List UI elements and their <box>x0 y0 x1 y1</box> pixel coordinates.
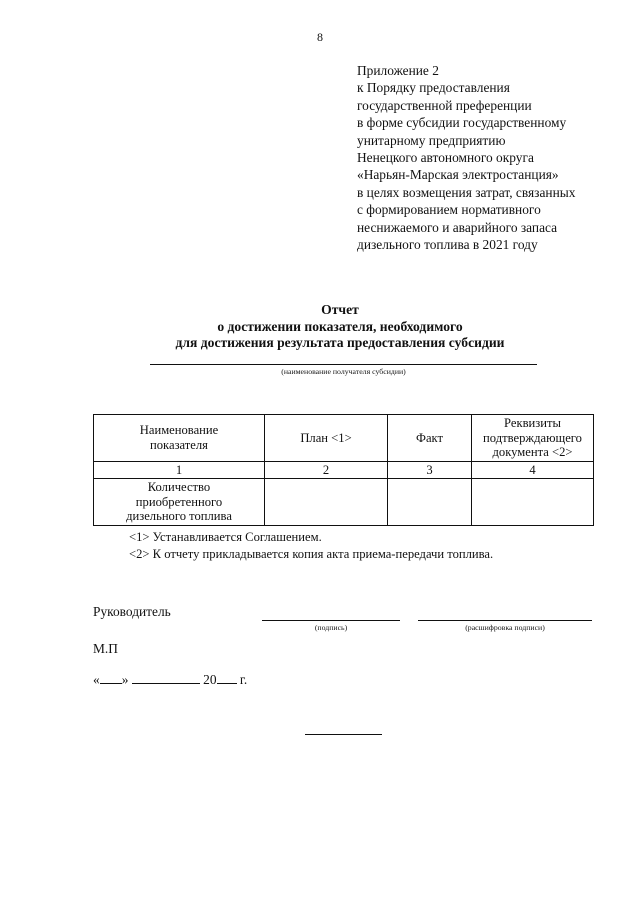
appendix-line: неснижаемого и аварийного запаса <box>357 219 558 235</box>
report-title-line: для достижения результата предоставления субсидии <box>175 335 505 350</box>
column-number: 2 <box>265 462 388 479</box>
footnote: <1> Устанавливается Соглашением. <box>129 530 322 544</box>
signature-line <box>262 620 400 621</box>
footnotes <box>129 529 493 563</box>
date-line <box>93 671 247 688</box>
appendix-line: с формированием нормативного <box>357 202 541 218</box>
footnote: <2> К отчету прикладывается копия акта приема-передачи топлива. <box>129 547 494 561</box>
date-close-quote: » <box>121 672 129 687</box>
report-title <box>0 302 640 352</box>
date-open-quote: « <box>93 672 100 687</box>
year-prefix: 20 <box>203 672 217 687</box>
header-indicator-name: Наименование показателя <box>94 415 265 462</box>
indicator-name-cell: Количество приобретенного дизельного топлива <box>94 479 265 526</box>
decoding-caption: (расшифровка подписи) <box>465 623 545 632</box>
column-number: 3 <box>388 462 472 479</box>
appendix-heading <box>357 62 632 253</box>
header-document-details: Реквизиты подтверждающего документа <2> <box>472 415 594 462</box>
column-number: 4 <box>472 462 594 479</box>
recipient-line <box>150 364 537 365</box>
head-label: Руководитель <box>93 604 171 619</box>
month-blank <box>132 671 200 684</box>
table-header-row <box>94 415 594 462</box>
decoding-line <box>418 620 592 621</box>
appendix-line: дизельного топлива в 2021 году <box>357 237 538 253</box>
page-number: 8 <box>317 30 323 44</box>
appendix-line: в целях возмещения затрат, связанных <box>357 184 576 200</box>
document-details-cell <box>472 479 594 526</box>
report-title-line: Отчет <box>321 302 359 317</box>
end-line <box>305 734 382 735</box>
appendix-line: Ненецкого автономного округа <box>357 150 534 166</box>
plan-cell <box>265 479 388 526</box>
seal-label: М.П <box>93 641 118 656</box>
appendix-line: к Порядку предоставления <box>357 80 510 96</box>
header-plan: План <1> <box>265 415 388 462</box>
recipient-caption: (наименование получателя субсидии) <box>281 367 406 376</box>
fact-cell <box>388 479 472 526</box>
column-number: 1 <box>94 462 265 479</box>
appendix-line: в форме субсидии государственному <box>357 115 567 131</box>
appendix-line: государственной преференции <box>357 97 532 113</box>
year-blank <box>217 671 237 684</box>
appendix-line: Приложение 2 <box>357 63 439 78</box>
appendix-line: унитарному предприятию <box>357 132 506 148</box>
signature-caption: (подпись) <box>314 623 348 632</box>
appendix-line: «Нарьян-Марская электростанция» <box>357 167 559 183</box>
column-number-row <box>94 462 594 479</box>
day-blank <box>100 671 122 684</box>
year-suffix: г. <box>239 672 248 687</box>
header-fact: Факт <box>388 415 472 462</box>
table-row <box>94 479 594 526</box>
report-title-line: о достижении показателя, необходимого <box>217 318 463 334</box>
indicator-table <box>93 414 594 526</box>
